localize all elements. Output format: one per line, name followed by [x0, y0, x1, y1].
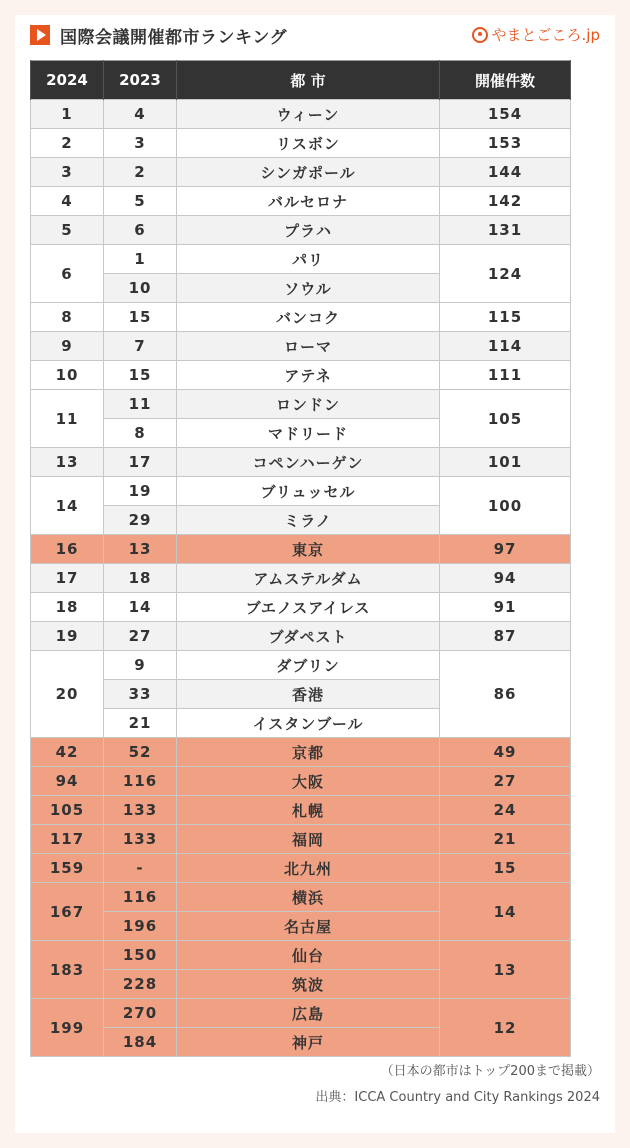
- rank-2023-cell: 27: [104, 622, 177, 651]
- rank-2023-cell: 116: [104, 883, 177, 912]
- rank-2023-cell: 9: [104, 651, 177, 680]
- table-row: [31, 564, 571, 593]
- rank-2023-cell: 10: [104, 274, 177, 303]
- city-cell: パリ: [177, 245, 440, 274]
- rank-2023-cell: 196: [104, 912, 177, 941]
- table-row: [31, 941, 571, 970]
- count-cell: 97: [440, 535, 571, 564]
- source-credit: 出典：ICCA Country and City Rankings 2024: [315, 1090, 600, 1105]
- rank-2024-cell: 159: [31, 854, 104, 883]
- city-cell: ブリュッセル: [177, 477, 440, 506]
- column-header-count: 開催件数: [440, 61, 571, 100]
- city-cell: バルセロナ: [177, 187, 440, 216]
- rank-2024-cell: 17: [31, 564, 104, 593]
- count-cell: 142: [440, 187, 571, 216]
- table-row: [31, 477, 571, 506]
- table-row: [31, 187, 571, 216]
- city-cell: ミラノ: [177, 506, 440, 535]
- city-cell: バンコク: [177, 303, 440, 332]
- rank-2024-cell: 13: [31, 448, 104, 477]
- table-row: [31, 854, 571, 883]
- count-cell: 49: [440, 738, 571, 767]
- count-cell: 101: [440, 448, 571, 477]
- page-title: 国際会議開催都市ランキング: [60, 27, 287, 48]
- rank-2023-cell: 33: [104, 680, 177, 709]
- count-cell: 105: [440, 390, 571, 448]
- footnote: （日本の都市はトップ200まで掲載）: [380, 1064, 600, 1079]
- ranking-table: [30, 60, 571, 1057]
- city-cell: リスボン: [177, 129, 440, 158]
- column-header-2023: 2023: [104, 61, 177, 100]
- rank-2023-cell: 150: [104, 941, 177, 970]
- table-row: [31, 767, 571, 796]
- brand-logo[interactable]: [472, 24, 600, 45]
- rank-2024-cell: 94: [31, 767, 104, 796]
- count-cell: 14: [440, 883, 571, 941]
- rank-2024-cell: 1: [31, 100, 104, 129]
- count-cell: 115: [440, 303, 571, 332]
- rank-2023-cell: 11: [104, 390, 177, 419]
- rank-2024-cell: 9: [31, 332, 104, 361]
- city-cell: 広島: [177, 999, 440, 1028]
- rank-2024-cell: 2: [31, 129, 104, 158]
- rank-2023-cell: 15: [104, 361, 177, 390]
- rank-2024-cell: 11: [31, 390, 104, 448]
- rank-2024-cell: 3: [31, 158, 104, 187]
- rank-2023-cell: 133: [104, 796, 177, 825]
- rank-2024-cell: 199: [31, 999, 104, 1057]
- table-row: [31, 245, 571, 274]
- rank-2024-cell: 19: [31, 622, 104, 651]
- count-cell: 94: [440, 564, 571, 593]
- rank-2024-cell: 6: [31, 245, 104, 303]
- rank-2023-cell: 21: [104, 709, 177, 738]
- city-cell: イスタンブール: [177, 709, 440, 738]
- rank-2024-cell: 105: [31, 796, 104, 825]
- city-cell: 筑波: [177, 970, 440, 999]
- table-row: [31, 535, 571, 564]
- city-cell: 名古屋: [177, 912, 440, 941]
- rank-2023-cell: 1: [104, 245, 177, 274]
- city-cell: ブエノスアイレス: [177, 593, 440, 622]
- city-cell: プラハ: [177, 216, 440, 245]
- table-row: [31, 361, 571, 390]
- rank-2024-cell: 8: [31, 303, 104, 332]
- count-cell: 111: [440, 361, 571, 390]
- rank-2023-cell: 18: [104, 564, 177, 593]
- city-cell: 京都: [177, 738, 440, 767]
- rank-2023-cell: 6: [104, 216, 177, 245]
- rank-2024-cell: 183: [31, 941, 104, 999]
- rank-2024-cell: 167: [31, 883, 104, 941]
- count-cell: 131: [440, 216, 571, 245]
- rank-2023-cell: 7: [104, 332, 177, 361]
- city-cell: アテネ: [177, 361, 440, 390]
- rank-2023-cell: 5: [104, 187, 177, 216]
- count-cell: 12: [440, 999, 571, 1057]
- rank-2023-cell: 17: [104, 448, 177, 477]
- count-cell: 124: [440, 245, 571, 303]
- rank-2024-cell: 14: [31, 477, 104, 535]
- brand-name: やまとごころ.jp: [491, 26, 600, 44]
- rank-2023-cell: 19: [104, 477, 177, 506]
- table-row: [31, 883, 571, 912]
- city-cell: 香港: [177, 680, 440, 709]
- count-cell: 15: [440, 854, 571, 883]
- table-row: [31, 216, 571, 245]
- count-cell: 87: [440, 622, 571, 651]
- city-cell: ソウル: [177, 274, 440, 303]
- rank-2023-cell: 15: [104, 303, 177, 332]
- rank-2023-cell: 270: [104, 999, 177, 1028]
- city-cell: 仙台: [177, 941, 440, 970]
- rank-2024-cell: 4: [31, 187, 104, 216]
- table-row: [31, 303, 571, 332]
- city-cell: ウィーン: [177, 100, 440, 129]
- city-cell: 札幌: [177, 796, 440, 825]
- count-cell: 13: [440, 941, 571, 999]
- rank-2023-cell: 14: [104, 593, 177, 622]
- rank-2024-cell: 10: [31, 361, 104, 390]
- city-cell: マドリード: [177, 419, 440, 448]
- table-row: [31, 158, 571, 187]
- count-cell: 91: [440, 593, 571, 622]
- city-cell: ロンドン: [177, 390, 440, 419]
- rank-2024-cell: 42: [31, 738, 104, 767]
- table-row: [31, 390, 571, 419]
- table-row: [31, 738, 571, 767]
- count-cell: 114: [440, 332, 571, 361]
- play-icon: [30, 25, 50, 45]
- city-cell: 神戸: [177, 1028, 440, 1057]
- rank-2023-cell: 29: [104, 506, 177, 535]
- title-row: [30, 22, 287, 48]
- count-cell: 154: [440, 100, 571, 129]
- table-row: [31, 825, 571, 854]
- city-cell: ブダペスト: [177, 622, 440, 651]
- brand-icon: [472, 27, 488, 43]
- rank-2023-cell: 2: [104, 158, 177, 187]
- rank-2023-cell: 228: [104, 970, 177, 999]
- rank-2023-cell: 4: [104, 100, 177, 129]
- table-row: [31, 100, 571, 129]
- rank-2024-cell: 16: [31, 535, 104, 564]
- count-cell: 24: [440, 796, 571, 825]
- table-body: [31, 100, 571, 1057]
- table-row: [31, 129, 571, 158]
- city-cell: コペンハーゲン: [177, 448, 440, 477]
- rank-2023-cell: 52: [104, 738, 177, 767]
- city-cell: ローマ: [177, 332, 440, 361]
- table-row: [31, 448, 571, 477]
- table-row: [31, 332, 571, 361]
- rank-2023-cell: 3: [104, 129, 177, 158]
- rank-2023-cell: 133: [104, 825, 177, 854]
- table-row: [31, 651, 571, 680]
- count-cell: 144: [440, 158, 571, 187]
- column-header-2024: 2024: [31, 61, 104, 100]
- rank-2024-cell: 20: [31, 651, 104, 738]
- rank-2023-cell: 116: [104, 767, 177, 796]
- table-row: [31, 999, 571, 1028]
- city-cell: 北九州: [177, 854, 440, 883]
- table-row: [31, 796, 571, 825]
- rank-2024-cell: 18: [31, 593, 104, 622]
- table-row: [31, 622, 571, 651]
- column-header-city: 都 市: [177, 61, 440, 100]
- rank-2023-cell: 13: [104, 535, 177, 564]
- rank-2024-cell: 117: [31, 825, 104, 854]
- count-cell: 21: [440, 825, 571, 854]
- city-cell: 東京: [177, 535, 440, 564]
- city-cell: シンガポール: [177, 158, 440, 187]
- city-cell: アムステルダム: [177, 564, 440, 593]
- table-header-row: [31, 61, 571, 100]
- city-cell: ダブリン: [177, 651, 440, 680]
- rank-2024-cell: 5: [31, 216, 104, 245]
- city-cell: 横浜: [177, 883, 440, 912]
- count-cell: 153: [440, 129, 571, 158]
- table-row: [31, 593, 571, 622]
- count-cell: 27: [440, 767, 571, 796]
- count-cell: 100: [440, 477, 571, 535]
- rank-2023-cell: 184: [104, 1028, 177, 1057]
- city-cell: 大阪: [177, 767, 440, 796]
- rank-2023-cell: -: [104, 854, 177, 883]
- count-cell: 86: [440, 651, 571, 738]
- rank-2023-cell: 8: [104, 419, 177, 448]
- city-cell: 福岡: [177, 825, 440, 854]
